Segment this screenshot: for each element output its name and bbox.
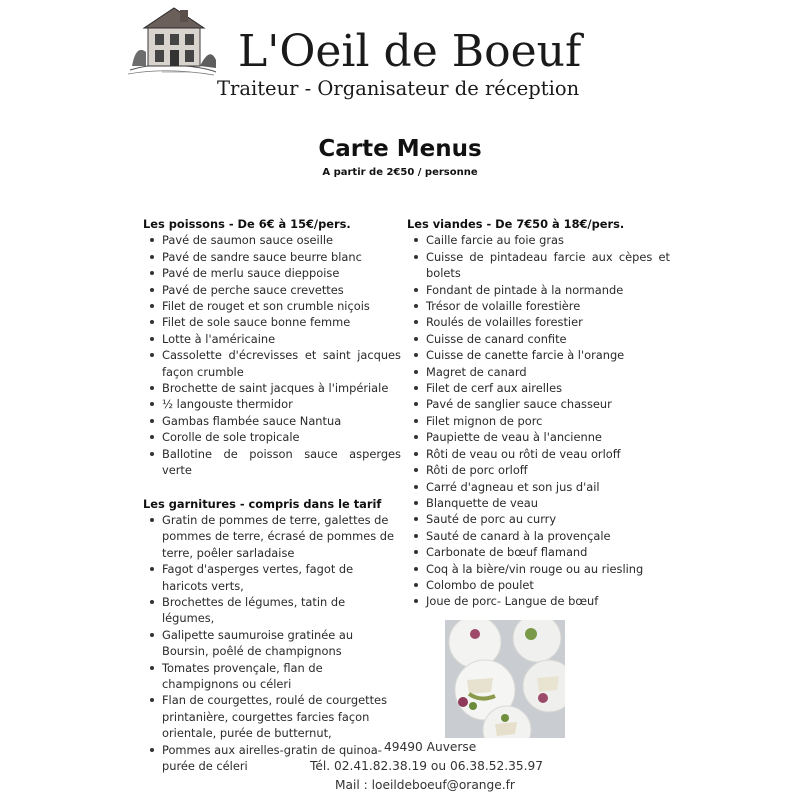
page-title: Carte Menus [318, 136, 482, 162]
poissons-heading: Les poissons - De 6€ à 15€/pers. [143, 217, 351, 231]
list-item: Flan de courgettes, roulé de courgettes printanière, courgettes farcies façon orientale, purée de butternut, [143, 692, 401, 741]
list-item: Trésor de volaille forestière [407, 298, 670, 314]
list-item: Roulés de volailles forestier [407, 314, 670, 330]
list-item: Pavé de saumon sauce oseille [143, 232, 401, 248]
list-item: Caille farcie au foie gras [407, 232, 670, 248]
garnitures-list [143, 512, 401, 775]
list-item: Carré d'agneau et son jus d'ail [407, 479, 670, 495]
list-item: Filet de sole sauce bonne femme [143, 314, 401, 330]
contact-address: 49490 Auverse [384, 740, 477, 754]
list-item: Cuisse de pintadeau farcie aux cèpes et bolets [407, 249, 670, 282]
list-item: Coq à la bière/vin rouge ou au riesling [407, 561, 670, 577]
list-item: Ballotine de poisson sauce asperges verte [143, 446, 401, 479]
list-item: Pavé de perche sauce crevettes [143, 282, 401, 298]
list-item: Gratin de pommes de terre, galettes de pommes de terre, écrasé de pommes de terre, poêler sarladaise [143, 512, 401, 561]
plated-dishes-photo [445, 620, 565, 738]
viandes-list [407, 232, 670, 609]
list-item: Cuisse de canard confite [407, 331, 670, 347]
list-item: Rôti de veau ou rôti de veau orloff [407, 446, 670, 462]
list-item: Filet de rouget et son crumble niçois [143, 298, 401, 314]
list-item: Pavé de sandre sauce beurre blanc [143, 249, 401, 265]
list-item: Joue de porc- Langue de bœuf [407, 593, 670, 609]
list-item: Gambas flambée sauce Nantua [143, 413, 401, 429]
garnitures-heading: Les garnitures - compris dans le tarif [143, 496, 382, 511]
list-item: Magret de canard [407, 364, 670, 380]
list-item: Filet mignon de porc [407, 413, 670, 429]
list-item: Sauté de canard à la provençale [407, 528, 670, 544]
list-item: Fagot d'asperges vertes, fagot de haricots verts, [143, 561, 401, 594]
contact-phone: Tél. 02.41.82.38.19 ou 06.38.52.35.97 [310, 759, 544, 773]
list-item: Tomates provençale, flan de champignons ou céleri [143, 660, 401, 693]
list-item: Brochettes de légumes, tatin de légumes, [143, 594, 401, 627]
page-subtitle: A partir de 2€50 / personne [322, 167, 478, 178]
list-item: Rôti de porc orloff [407, 462, 670, 478]
list-item: Carbonate de bœuf flamand [407, 544, 670, 560]
list-item: Colombo de poulet [407, 577, 670, 593]
list-item: Corolle de sole tropicale [143, 429, 401, 445]
list-item: Pommes aux airelles-gratin de quinoa-purée de céleri [143, 742, 401, 775]
list-item: Filet de cerf aux airelles [407, 380, 670, 396]
list-item: Paupiette de veau à l'ancienne [407, 429, 670, 445]
list-item: Pavé de sanglier sauce chasseur [407, 396, 670, 412]
list-item: Blanquette de veau [407, 495, 670, 511]
list-item: Brochette de saint jacques à l'impériale [143, 380, 401, 396]
contact-mail: Mail : loeildeboeuf@orange.fr [335, 778, 515, 792]
viandes-heading: Les viandes - De 7€50 à 18€/pers. [407, 217, 625, 231]
left-column [143, 216, 401, 774]
section-gap [143, 479, 401, 496]
brand-title: L'Oeil de Boeuf [238, 26, 582, 77]
list-item: Fondant de pintade à la normande [407, 282, 670, 298]
list-item: Cuisse de canette farcie à l'orange [407, 347, 670, 363]
list-item: Lotte à l'américaine [143, 331, 401, 347]
list-item: Galipette saumuroise gratinée au Boursin, poêlé de champignons [143, 627, 401, 660]
list-item: ½ langouste thermidor [143, 396, 401, 412]
right-column [407, 216, 670, 610]
list-item: Sauté de porc au curry [407, 511, 670, 527]
poissons-list [143, 232, 401, 478]
brand-tagline: Traiteur - Organisateur de réception [217, 77, 580, 100]
logo-house-sketch-icon [126, 4, 218, 76]
list-item: Cassolette d'écrevisses et saint jacques façon crumble [143, 347, 401, 380]
list-item: Pavé de merlu sauce dieppoise [143, 265, 401, 281]
